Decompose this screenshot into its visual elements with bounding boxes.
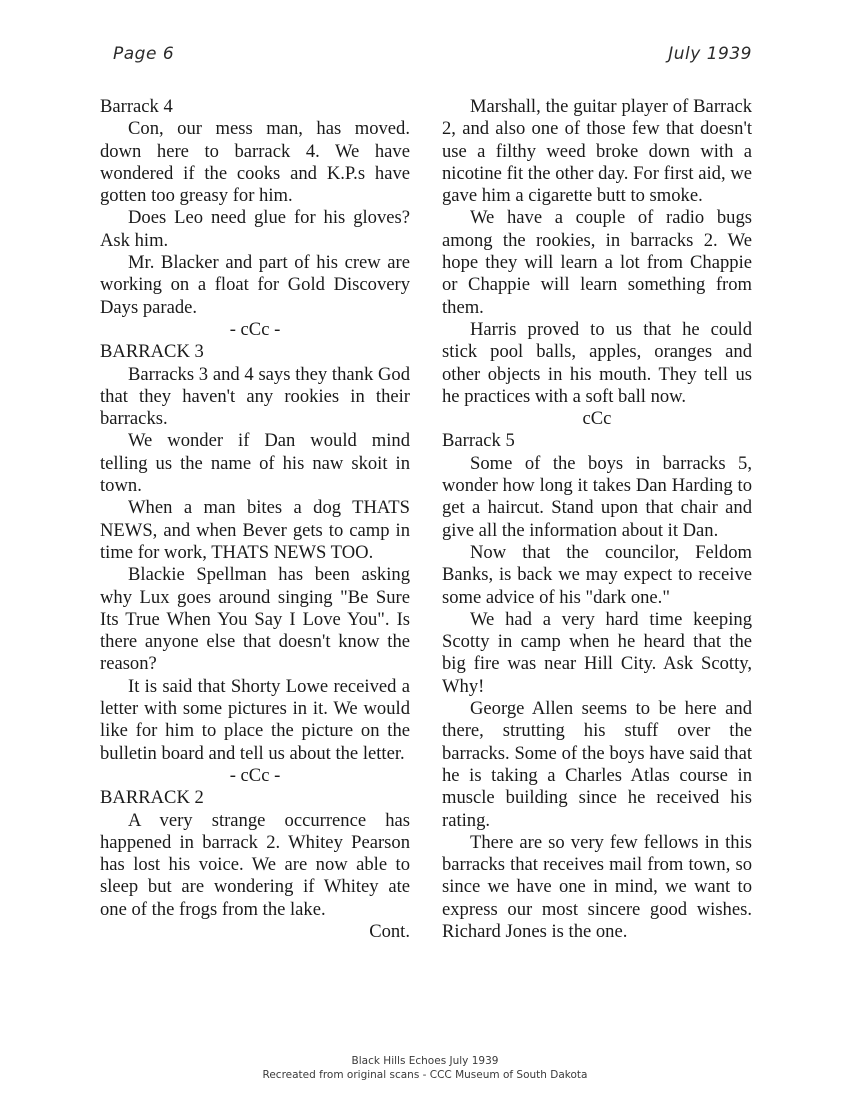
body-paragraph: Harris proved to us that he could stick pool balls, apples, oranges and other objects in his mouth. They tell us he practices with a soft ball now. xyxy=(442,318,752,407)
body-paragraph: Does Leo need glue for his gloves? Ask him. xyxy=(100,207,410,251)
footer-line-1: Black Hills Echoes July 1939 xyxy=(351,1055,499,1067)
section-heading: BARRACK 3 xyxy=(100,341,204,363)
body-paragraph: Marshall, the guitar player of Barrack 2, and also one of those few that doesn't use a filthy weed broke down with a nicotine fit the other day. For first aid, we gave him a cigarette butt to smoke. xyxy=(442,96,752,207)
right-column xyxy=(442,96,752,986)
section-divider: - cCc - xyxy=(229,318,281,340)
section-heading: BARRACK 2 xyxy=(100,787,204,809)
body-paragraph: Barracks 3 and 4 says they thank God that they haven't any rookies in their barracks. xyxy=(100,363,410,430)
section-heading: Barrack 5 xyxy=(442,430,515,452)
body-paragraph: We had a very hard time keeping Scotty in camp when he heard that the big fire was near Hill City. Ask Scotty, Why! xyxy=(442,608,752,697)
body-paragraph: We wonder if Dan would mind telling us the name of his naw skoit in town. xyxy=(100,430,410,497)
page-number-label: Page 6 xyxy=(113,44,175,64)
body-paragraph: A very strange occurrence has happened in barrack 2. Whitey Pearson has lost his voice. We are now able to sleep but are wondering if Whitey ate one of the frogs from the lake. xyxy=(100,809,410,920)
page-footer xyxy=(0,1054,850,1082)
section-divider: cCc xyxy=(582,408,612,430)
body-paragraph: Con, our mess man, has moved. down here to barrack 4. We have wondered if the cooks and K.P.s have gotten too greasy for him. xyxy=(100,118,410,207)
section-heading: Barrack 4 xyxy=(100,96,173,117)
section-divider: - cCc - xyxy=(229,764,281,786)
left-column xyxy=(100,96,410,986)
issue-date-label: July 1939 xyxy=(668,44,752,64)
body-paragraph: Blackie Spellman has been asking why Lux goes around singing "Be Sure Its True When You Say I Love You". Is there anyone else that doesn't know the reason? xyxy=(100,564,410,675)
running-head xyxy=(113,44,752,74)
body-paragraph: Now that the councilor, Feldom Banks, is back we may expect to receive some advice of his "dark one." xyxy=(442,541,752,608)
body-paragraph: Some of the boys in barracks 5, wonder how long it takes Dan Harding to get a haircut. Stand upon that chair and give all the information about it Dan. xyxy=(442,452,752,541)
continued-label: Cont. xyxy=(369,920,410,942)
body-paragraph: It is said that Shorty Lowe received a letter with some pictures in it. We would like for him to place the picture on the bulletin board and tell us about the letter. xyxy=(100,675,410,764)
body-paragraph: There are so very few fellows in this barracks that receives mail from town, so since we have one in mind, we want to express our most sincere good wishes. Richard Jones is the one. xyxy=(442,831,752,942)
body-paragraph: We have a couple of radio bugs among the rookies, in barracks 2. We hope they will learn a lot from Chappie or Chappie will learn something from them. xyxy=(442,207,752,318)
body-paragraph: When a man bites a dog THATS NEWS, and when Bever gets to camp in time for work, THATS NEWS TOO. xyxy=(100,497,410,563)
body-paragraph: Mr. Blacker and part of his crew are working on a float for Gold Discovery Days parade. xyxy=(100,252,410,318)
footer-line-2: Recreated from original scans - CCC Museum of South Dakota xyxy=(262,1069,588,1081)
body-paragraph: George Allen seems to be here and there, strutting his stuff over the barracks. Some of the boys have said that he is taking a Charles Atlas course in muscle building since he received his rating. xyxy=(442,698,752,831)
two-column-body xyxy=(100,96,752,986)
